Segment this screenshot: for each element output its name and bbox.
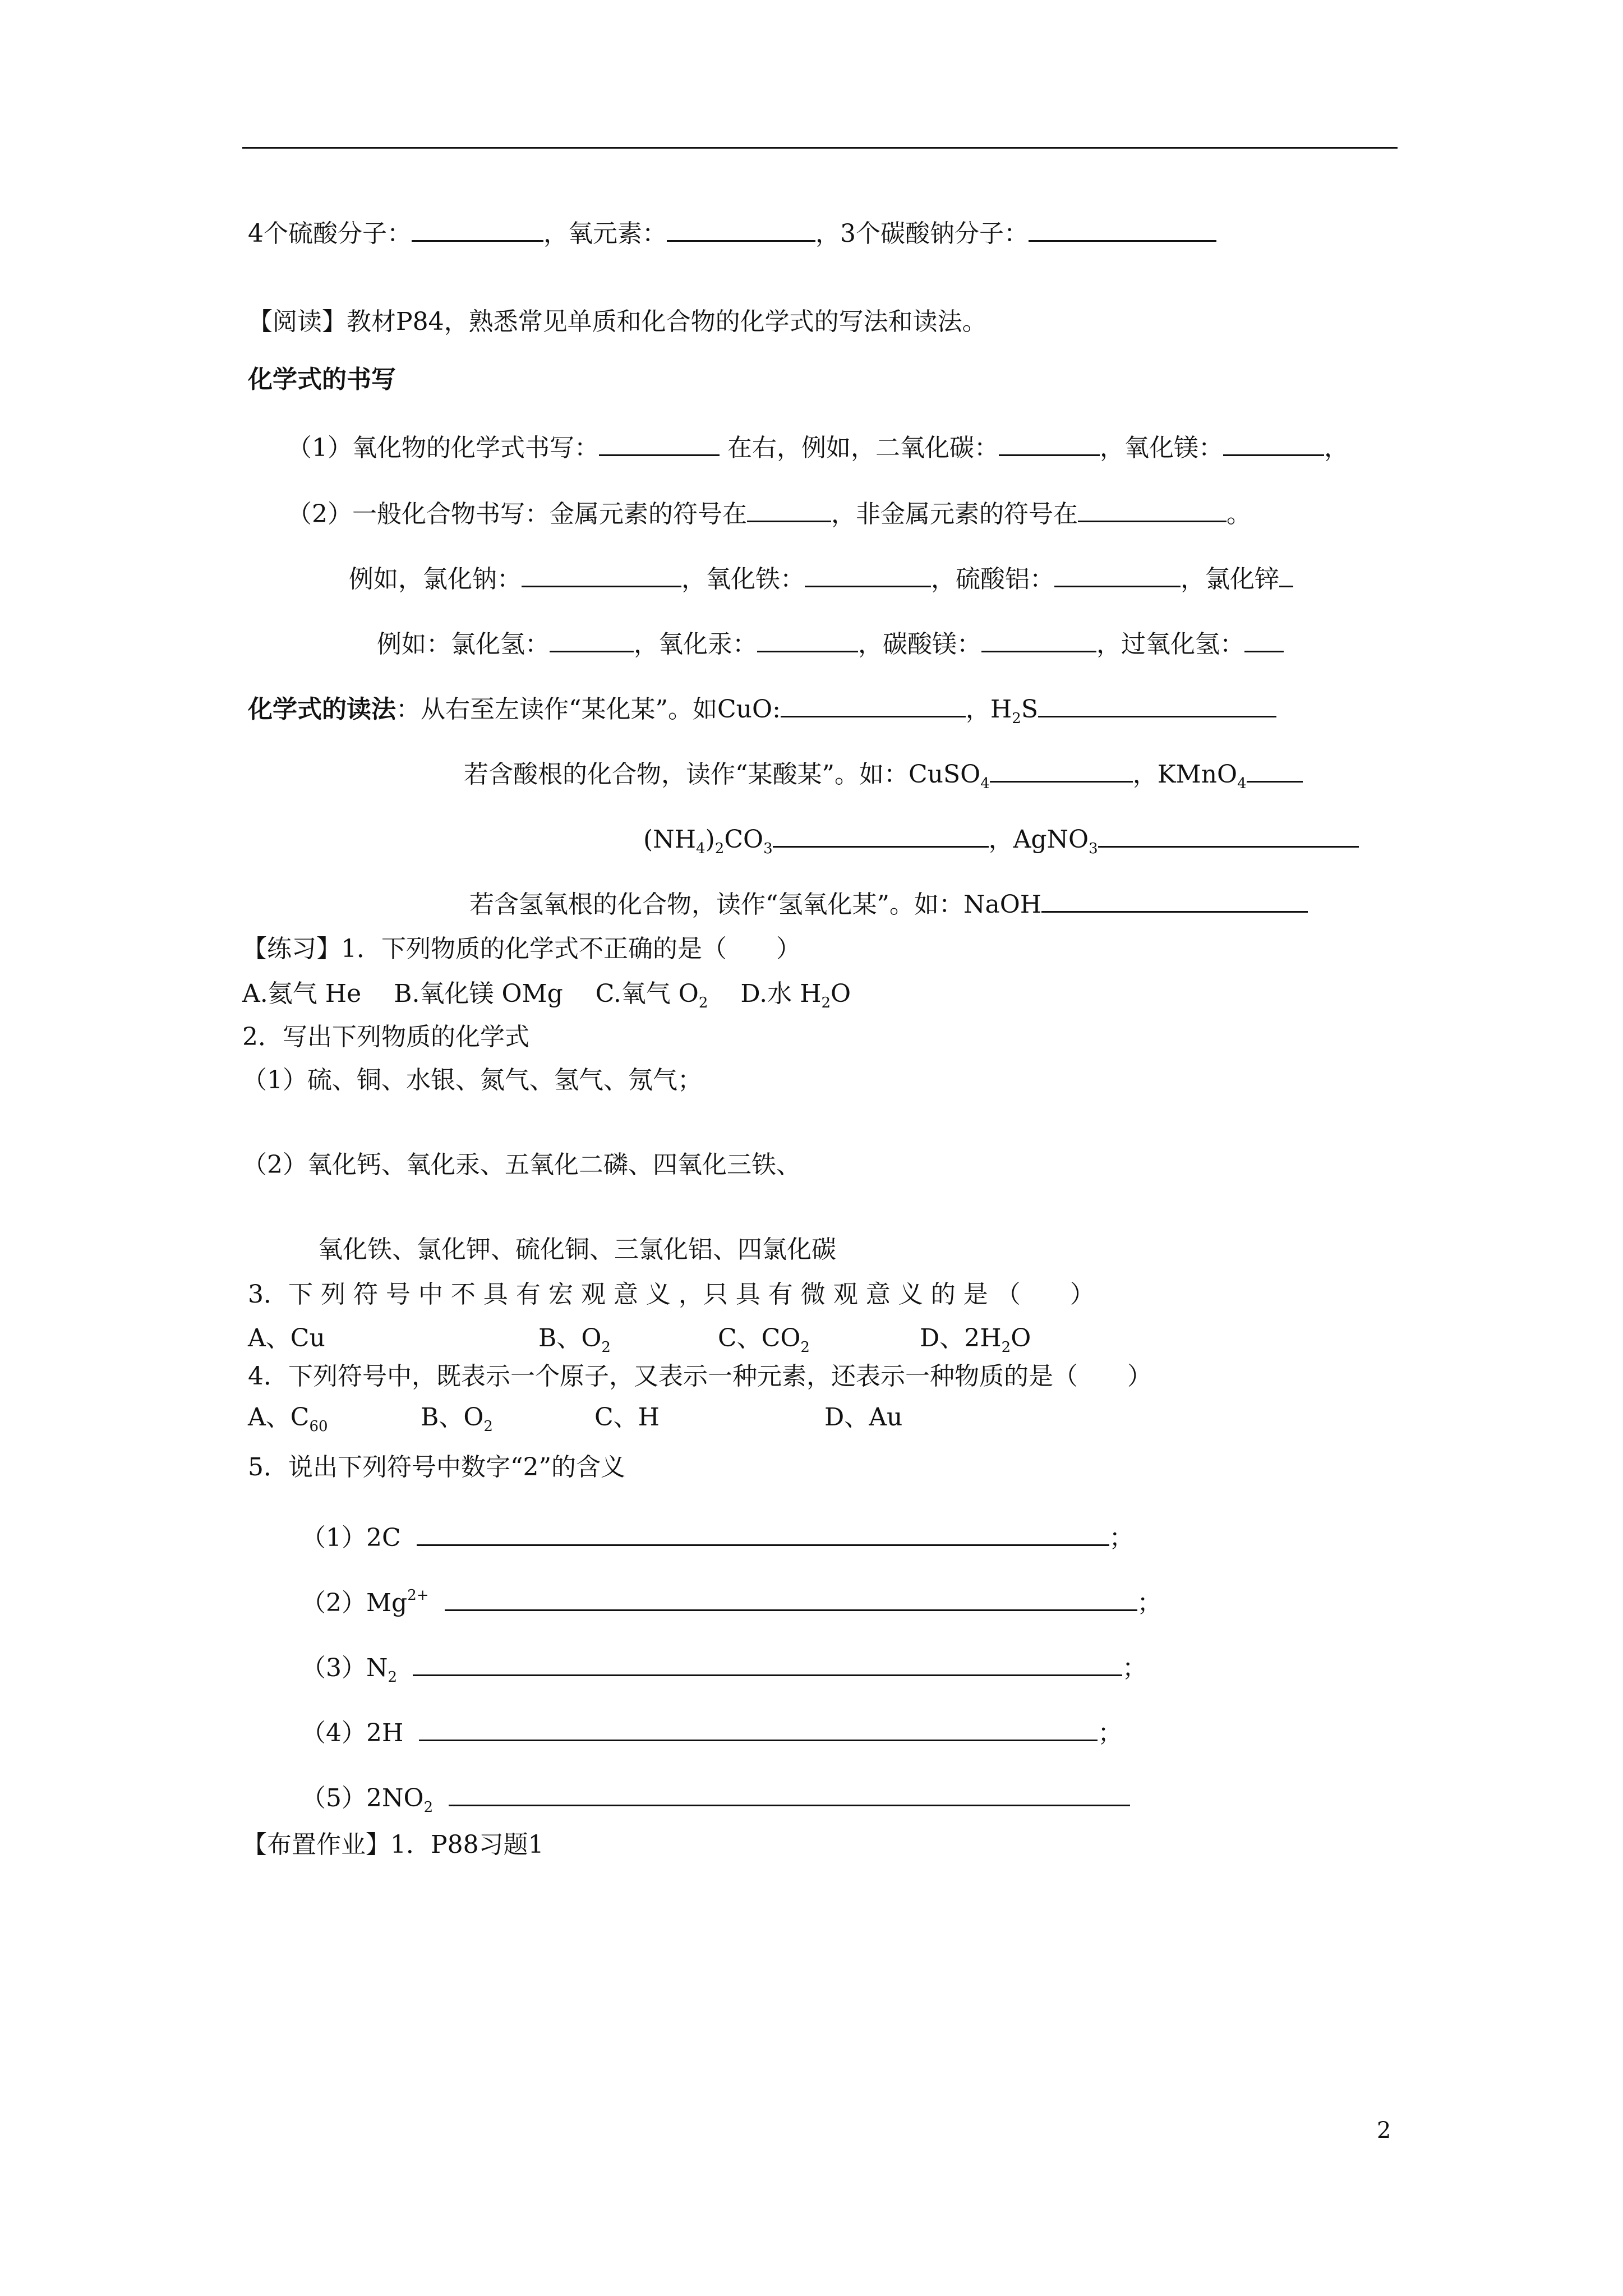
writing-example-2: 例如：氯化氢： ，氧化汞： ，碳酸镁： ，过氧化氢： [377, 628, 1284, 657]
answer-blank[interactable] [757, 628, 858, 652]
writing-rule-1: （1）氧化物的化学式书写： 在右，例如，二氧化碳： ，氧化镁： ， [287, 432, 1349, 461]
practice-q4: 4．下列符号中，既表示一个原子，又表示一种元素，还表示一种物质的是（ ） [248, 1362, 1152, 1391]
page-number: 2 [1377, 2118, 1391, 2143]
answer-blank[interactable] [550, 628, 634, 652]
practice-q5-item2: $(2)Mg^{2+}$ ； [301, 1587, 1162, 1617]
answer-blank[interactable] [667, 218, 815, 242]
answer-blank[interactable] [1038, 693, 1276, 717]
header-rule [242, 147, 1398, 149]
practice-q2: 2．写出下列物质的化学式 [242, 1023, 529, 1051]
answer-blank[interactable] [990, 758, 1133, 783]
practice-q5-item5: $(5)2NO_2$ [301, 1782, 1130, 1815]
practice-q2-part2: （2）氧化钙、氧化汞、五氧化二磷、四氧化三铁、 [242, 1151, 801, 1179]
reading-rule-3: $(NH_4)_2CO_3$ ，AgNO$_3$ [643, 823, 1359, 856]
answer-blank[interactable] [419, 1717, 1098, 1741]
answer-blank[interactable] [981, 628, 1096, 652]
practice-q2-part1: （1）硫、铜、水银、氮气、氢气、氖气； [242, 1066, 702, 1094]
answer-blank[interactable] [1223, 432, 1324, 456]
practice-q3: 3．下 列 符 号 中 不 具 有 宏 观 意 义 ，只 具 有 微 观 意 义 的 是 （ ） [248, 1280, 1095, 1309]
reading-rule-1: 化学式的读法：从右至左读作“某化某”。如CuO: ，$H_2S$ [248, 693, 1276, 726]
answer-blank[interactable] [1029, 218, 1216, 242]
practice-q5: 5．说出下列符号中数字“2”的含义 [248, 1453, 625, 1481]
answer-blank[interactable] [1098, 823, 1359, 848]
answer-blank[interactable] [805, 563, 931, 587]
practice-q5-item3: $(3)N_2$ ； [301, 1652, 1147, 1685]
answer-blank[interactable] [1078, 498, 1227, 522]
practice-q5-item4: （4）2H ； [301, 1717, 1122, 1746]
answer-blank[interactable] [445, 1587, 1137, 1611]
reading-rule-4: 若含氢氧根的化合物，读作“氢氧化某”。如：NaOH [469, 889, 1308, 917]
practice-q5-item1: （1）2C ； [301, 1522, 1134, 1550]
answer-blank[interactable] [773, 823, 989, 848]
writing-rule-2: （2）一般化合物书写：金属元素的符号在 ，非金属元素的符号在 。 [287, 498, 1251, 527]
homework: 【布置作业】1．P88习题1 [242, 1830, 544, 1859]
practice-q1: 【练习】1．下列物质的化学式不正确的是（ ） [242, 935, 801, 963]
answer-blank[interactable] [1247, 758, 1303, 783]
writing-example-1: 例如，氯化钠： ，氧化铁： ，硫酸铝： ，氯化锌 [349, 563, 1293, 592]
section-heading-writing: 化学式的书写 [248, 365, 396, 394]
section-heading-reading: 化学式的读法 [248, 695, 396, 724]
practice-q2-part2-cont: 氧化铁、氯化钾、硫化铜、三氯化铝、四氯化碳 [318, 1235, 836, 1264]
answer-blank[interactable] [417, 1522, 1109, 1546]
reading-rule-2: 若含酸根的化合物，读作“某酸某”。如：CuSO$_4$ ，KMnO$_4$ [464, 758, 1303, 791]
answer-blank[interactable] [1244, 628, 1284, 652]
answer-blank[interactable] [747, 498, 831, 522]
answer-blank[interactable] [522, 563, 681, 587]
answer-blank[interactable] [449, 1782, 1130, 1806]
answer-blank[interactable] [1279, 563, 1293, 587]
answer-blank[interactable] [412, 218, 543, 242]
answer-blank[interactable] [1054, 563, 1181, 587]
answer-blank[interactable] [1041, 889, 1308, 913]
answer-blank[interactable] [999, 432, 1100, 456]
intro-exercise: 4个硫酸分子： ，氧元素： ，3个碳酸钠分子： [248, 218, 1216, 246]
answer-blank[interactable] [781, 693, 966, 717]
practice-q1-options: A.氦气 He B.氧化镁 OMg C.氧气 $O_2$ D.水 $H_2O$ [242, 979, 851, 1011]
answer-blank[interactable] [413, 1652, 1122, 1676]
answer-blank[interactable] [599, 432, 720, 456]
reading-note: 【阅读】教材P84，熟悉常见单质和化合物的化学式的写法和读法。 [248, 307, 987, 336]
